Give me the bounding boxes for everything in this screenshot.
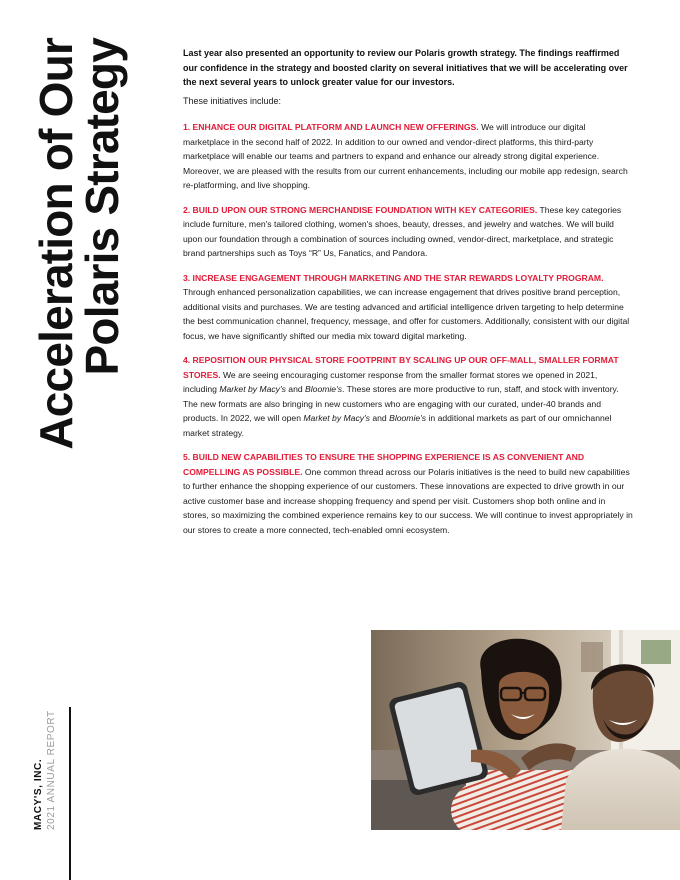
- initiative-heading: 1. ENHANCE OUR DIGITAL PLATFORM AND LAUNCH NEW OFFERINGS.: [183, 122, 479, 132]
- initiative-4: [183, 353, 633, 440]
- initiative-body: Through enhanced personalization capabilities, we can increase engagement that drives positive brand perception, additional visits and purchases. We are testing advanced and artificial intelligence driven targeting to help determine the best communication channel, frequency, message, and offer for customers. Additionally, consistent with our digital focus, we have significantly shifted our media mix toward digital marketing.: [183, 287, 630, 341]
- initiative-heading: 2. BUILD UPON OUR STRONG MERCHANDISE FOUNDATION WITH KEY CATEGORIES.: [183, 204, 538, 215]
- initiative-heading: 4. REPOSITION OUR PHYSICAL STORE FOOTPRINT BY SCALING UP OUR OFF-MALL, SMALLER FORMAT STORES.: [183, 355, 619, 380]
- initiative-body-part: We are seeing encouraging customer response from the smaller format stores we opened in 2021, including: [183, 369, 598, 394]
- initiative-heading: 3. INCREASE ENGAGEMENT THROUGH MARKETING AND THE STAR REWARDS LOYALTY PROGRAM.: [183, 272, 604, 283]
- vertical-rule: [69, 707, 71, 880]
- lead-paragraph: Last year also presented an opportunity to review our Polaris growth strategy. The findings reaffirmed our confidence in the strategy and boosted clarity on several initiatives that we will be accelerating over the next several years to unlock greater value for our investors.: [183, 48, 628, 87]
- brand-footer: [30, 710, 60, 830]
- company-name: MACY'S, INC.: [33, 758, 44, 830]
- main-content: [183, 46, 633, 547]
- initiative-body-part: Market by Macy's: [219, 384, 286, 394]
- photo-illustration: [371, 630, 680, 830]
- title-line-2: Polaris Strategy: [76, 38, 128, 376]
- title-line-1: Acceleration of Our: [30, 38, 82, 450]
- initiative-body-part: Bloomie's: [389, 413, 427, 423]
- initiative-heading: 5. BUILD NEW CAPABILITIES TO ENSURE THE SHOPPING EXPERIENCE IS AS CONVENIENT AND COMPELLING AS POSSIBLE.: [183, 452, 585, 477]
- initiative-body: We will introduce our digital marketplace in the second half of 2022. In addition to our owned and vendor-direct platforms, this third-party marketplace will enable our teams and partners to expand and enhance our already strong digital experience. Moreover, we are pleased with the results from our current enhancements, including our mobile app redesign, search re-platforming, and live shopping.: [183, 122, 628, 190]
- initiative-body-part: . These stores are more productive to run, staff, and stock with inventory. The new formats are also bringing in new customers who are engaging with our curated, under-40 brands and products. In 2022, we will open: [183, 384, 619, 423]
- initiative-body-part: Market by Macy's: [303, 413, 370, 423]
- initiative-1: [183, 120, 633, 193]
- initiative-body-part: Bloomie's: [305, 384, 343, 394]
- initiative-body-part: and: [285, 384, 306, 394]
- vertical-title: [30, 38, 128, 516]
- report-name: 2021 ANNUAL REPORT: [46, 710, 57, 830]
- initiative-body: These key categories include furniture, men's tailored clothing, women's shoes, beauty, dresses, and jewelry and watches. We will build upon our foundation through a combination of sources including owned, vendor-direct, marketplace, and strategic brand partnerships such as Toys “R” Us, Fanatics, and Pandora.: [183, 204, 622, 258]
- initiative-5: [183, 450, 633, 537]
- initiative-2: [183, 203, 633, 261]
- initiative-body-part: in additional markets as part of our omnichannel market strategy.: [183, 413, 612, 438]
- initiative-body: One common thread across our Polaris initiatives is the need to build new capabilities to further enhance the shopping experience of our customers. These innovations are expected to drive growth in our active customer base and increase shopping frequency and spend per visit. Customers shop both online and in stores, so maximizing the combined experience remains key to our success. We will continue to invest appropriately in our stores to create a more connected, tech-enabled omni ecosystem.: [183, 466, 633, 535]
- initiative-3: [183, 271, 633, 344]
- initiative-body-part: and: [369, 413, 390, 423]
- intro-text: These initiatives include:: [183, 95, 282, 106]
- couple-tablet-photo: [371, 630, 680, 830]
